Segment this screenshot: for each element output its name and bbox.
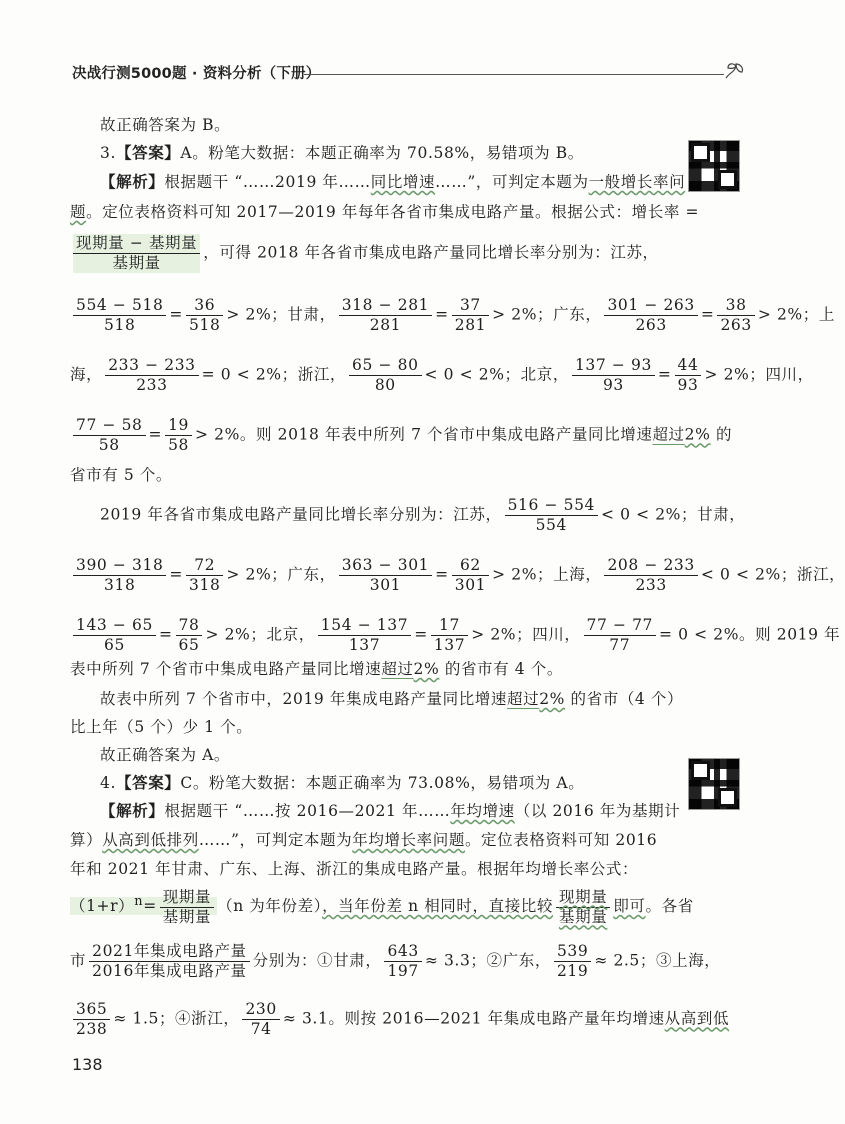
text: 年和 2021 年甘肃、广东、上海、浙江的集成电路产量。根据年均增长率公式： (70, 860, 639, 878)
denominator: 65 (178, 636, 200, 654)
text: （n 为年份差） (217, 897, 323, 916)
fraction (89, 942, 250, 981)
q4-formula-line (70, 884, 694, 927)
numerator: 554 − 518 (73, 296, 166, 316)
denominator: 281 (454, 316, 487, 334)
text: 的 (710, 425, 733, 444)
q3-count-2019-line (70, 658, 662, 680)
text: 算） (70, 831, 103, 849)
text: = 0 < 2%；浙江， (201, 365, 347, 384)
text: > 2%；上 (757, 305, 835, 324)
q3-count-2018-line (70, 464, 662, 486)
numerator: 现期量 − 基期量 (73, 234, 200, 254)
numerator: 390 − 318 (73, 556, 166, 576)
numerator: 208 − 233 (604, 556, 697, 576)
answer-b-line (100, 114, 662, 136)
q3-comparison-line-2 (70, 716, 662, 738)
fraction (431, 616, 468, 655)
text: 故表中所列 7 个省市中，2019 年集成电路产量同比增速 (100, 690, 507, 708)
book-title: 决战行测5000题 · 资料分析（下册） (72, 66, 321, 82)
fraction (384, 942, 421, 981)
question-number: 4. (100, 774, 116, 792)
text: = 0 < 2%。则 2019 年 (659, 625, 841, 644)
fraction (165, 416, 192, 455)
text: < 0 < 2%；甘肃， (601, 505, 746, 524)
text: > 2%；四川， (704, 365, 814, 384)
keyword: 同比增速 (370, 173, 436, 191)
numerator: 363 − 301 (339, 556, 432, 576)
fraction (717, 296, 754, 335)
denominator: 197 (387, 962, 419, 980)
numerator: 17 (431, 616, 468, 636)
denominator: 80 (374, 376, 396, 394)
analysis-tag: 【解析】 (100, 173, 165, 191)
denominator: 2016年集成电路产量 (92, 962, 247, 980)
numerator: 19 (165, 416, 192, 436)
q3-rates-2019-line-1: $\frac{390 - 318}{318}$ = $\frac{72}{318}$ > 2%；广东， $\frac{363 - 301}{301}$ = $\frac{62}{301}$ > 2%；上海， $\frac{208 - 233}{233}$ < 0 < 2%；浙江， (70, 556, 670, 595)
fraction (318, 616, 411, 655)
q3-rates-2018-line-2: 海， $\frac{233 - 233}{233}$ = 0 < 2%；浙江， $\frac{65 - 80}{80}$ < 0 < 2%；北京， $\frac{137 - 93}{93}$ = $\frac{44}{93}$ > 2%；四川， (70, 356, 814, 394)
keyword: 从高到低排列 (102, 831, 199, 849)
denominator: 基期量 (559, 907, 608, 926)
denominator: 93 (602, 376, 624, 394)
denominator: 518 (189, 316, 221, 334)
numerator: 现期量 (556, 888, 610, 908)
fraction (604, 556, 697, 595)
text: > 2%。则 2018 年表中所列 7 个省市中集成电路产量同比增速 (195, 425, 653, 444)
text: > 2%；广东， (492, 305, 602, 324)
fraction (105, 356, 198, 395)
fraction (73, 416, 146, 455)
keyword: 2% (539, 690, 565, 708)
q3-comparison-line-1 (100, 688, 684, 710)
numerator: 154 − 137 (318, 616, 411, 636)
denominator: 58 (98, 436, 120, 454)
text: > 2%；上海， (492, 565, 602, 584)
text: 的省市（4 个） (565, 690, 684, 708)
denominator: 318 (104, 576, 136, 594)
q3-answer-line (100, 142, 662, 164)
numerator: 137 − 93 (572, 356, 655, 376)
text: （1+r） (70, 897, 135, 916)
keyword: 即可 (613, 897, 646, 916)
text: ≈ 3.1。则按 2016—2021 年集成电路产量年均增速 (282, 1009, 665, 1028)
text: 故正确答案为 A。 (100, 746, 231, 764)
q3-formula-line (70, 234, 670, 273)
keyword: 题 (70, 203, 87, 221)
fraction (186, 296, 223, 335)
fraction (505, 496, 598, 535)
text: 。定位表格资料可知 2016 (464, 831, 658, 849)
fraction (186, 556, 223, 595)
denominator: 554 (535, 516, 567, 534)
keyword: ，当年份差 n 相同时，直接比较 (322, 897, 554, 916)
q4-analysis-line-1 (100, 800, 685, 822)
text: = (143, 897, 157, 916)
fraction (556, 888, 610, 927)
numerator: 现期量 (160, 888, 214, 908)
numerator: 301 − 263 (604, 296, 697, 316)
keyword: 超过 (652, 425, 685, 444)
text: （以 2016 年为基期计 (514, 802, 681, 820)
sprout-leaf-icon (722, 58, 746, 82)
denominator: 77 (609, 636, 631, 654)
numerator: 233 − 233 (105, 356, 198, 376)
text: 根据题干 “……2019 年…… (164, 173, 371, 191)
denominator: 137 (433, 636, 466, 654)
numerator: 77 − 58 (73, 416, 146, 436)
text: > 2%；四川， (471, 625, 581, 644)
question-number: 3. (100, 144, 116, 162)
text: 市 (70, 951, 87, 970)
denominator: 93 (677, 376, 699, 394)
text: 分别为：①甘肃， (252, 951, 382, 970)
text: A。粉笔大数据：本题正确率为 70.58%，易错项为 B。 (180, 144, 584, 162)
denominator: 233 (136, 376, 168, 394)
fraction (242, 1000, 279, 1039)
fraction (339, 556, 432, 595)
fraction (339, 296, 432, 335)
keyword: 2% (413, 660, 440, 678)
q4-ratios-line-1 (70, 942, 721, 981)
fraction (73, 616, 156, 655)
running-header (72, 62, 772, 92)
numerator: 516 − 554 (505, 496, 598, 516)
text: 。各省 (645, 897, 694, 916)
fraction (675, 356, 702, 395)
fraction (572, 356, 655, 395)
text: 故正确答案为 B。 (100, 116, 231, 134)
denominator: 74 (250, 1020, 272, 1038)
text: ，可得 2018 年各省市集成电路产量同比增长率分别为：江苏， (203, 243, 659, 262)
text: < 0 < 2%；北京， (424, 365, 569, 384)
numerator: 539 (554, 942, 591, 962)
fraction (160, 888, 214, 927)
numerator: 44 (675, 356, 702, 376)
denominator: 58 (168, 436, 190, 454)
cagr-formula (70, 887, 217, 926)
q3-analysis-line-1 (100, 171, 685, 193)
keyword: 超过 (381, 660, 414, 678)
denominator: 233 (635, 576, 667, 594)
numerator: 36 (186, 296, 223, 316)
text: 比上年（5 个）少 1 个。 (70, 718, 253, 736)
q3-rates-2018-line-1: $\frac{554 - 518}{518}$ = $\frac{36}{518}$ > 2%；甘肃， $\frac{318 - 281}{281}$ = $\frac{37}{281}$ > 2%；广东， $\frac{301 - 263}{263}$ = $\frac{38}{263}$ > 2%；上 (70, 296, 670, 335)
keyword: 2% (684, 425, 711, 444)
keyword: 年均增长率问题 (352, 831, 465, 849)
fraction (73, 556, 166, 595)
denominator: 238 (76, 1020, 108, 1038)
numerator: 643 (384, 942, 421, 962)
denominator: 65 (104, 636, 125, 654)
fraction (176, 616, 203, 655)
denominator: 263 (635, 316, 667, 334)
numerator: 38 (717, 296, 754, 316)
numerator: 62 (452, 556, 489, 576)
numerator: 77 − 77 (584, 616, 657, 636)
text: > 2%；广东， (226, 565, 336, 584)
fraction (554, 942, 591, 981)
numerator: 143 − 65 (73, 616, 156, 636)
q3-rates-2019-line-2: $\frac{143 - 65}{65}$ = $\frac{78}{65}$ > 2%；北京， $\frac{154 - 137}{137}$ = $\frac{17}{137}$ > 2%；四川， $\frac{77 - 77}{77}$ = 0 < 2%。则 2019 年 (70, 616, 670, 655)
keyword: 从高到低 (664, 1009, 730, 1028)
denominator: 518 (104, 316, 136, 334)
qr-code-q3[interactable] (688, 140, 740, 192)
q4-answer-line (100, 772, 662, 794)
text: 表中所列 7 个省市中集成电路产量同比增速 (70, 660, 382, 678)
denominator: 基期量 (162, 907, 212, 926)
keyword: 年均增速 (450, 802, 515, 820)
text: 。定位表格资料可知 2017—2019 年每年各省市集成电路产量。根据公式：增长率 = (86, 203, 700, 221)
text: ……”，可判定本题为 (198, 831, 353, 849)
numerator: 72 (186, 556, 223, 576)
fraction (584, 616, 657, 655)
q3-rates-2018-line-3: $\frac{77 - 58}{58}$ = $\frac{19}{58}$ > 2%。则 2018 年表中所列 7 个省市中集成电路产量同比增速超过2% 的 (70, 416, 670, 455)
q4-analysis-line-2 (70, 829, 670, 851)
numerator: 78 (176, 616, 203, 636)
denominator: 281 (369, 316, 402, 334)
keyword: 超过 (507, 690, 540, 708)
answer-a-line (100, 744, 662, 766)
q4-ratios-line-2 (70, 1000, 730, 1039)
denominator: 基期量 (112, 254, 161, 272)
numerator: 230 (242, 1000, 279, 1020)
fraction (349, 356, 422, 395)
fraction (452, 296, 489, 335)
text: C。粉笔大数据：本题正确率为 73.08%，易错项为 A。 (180, 774, 585, 792)
numerator: 65 − 80 (349, 356, 422, 376)
answer-tag: 【答案】 (116, 144, 181, 162)
numerator: 365 (73, 1000, 110, 1020)
text: > 2%；北京， (205, 625, 315, 644)
q3-analysis-line-2 (70, 201, 700, 223)
numerator: 37 (452, 296, 489, 316)
fraction (604, 296, 697, 335)
numerator: 2021年集成电路产量 (89, 942, 250, 962)
text: > 2%；甘肃， (226, 305, 336, 324)
text: ≈ 3.3；②广东， (424, 951, 551, 970)
fraction (452, 556, 489, 595)
text: 2019 年各省市集成电路产量同比增长率分别为：江苏， (100, 505, 502, 524)
answer-tag: 【答案】 (116, 774, 181, 792)
text: < 0 < 2%；浙江， (700, 565, 845, 584)
text: ……”，可判定本题为 (435, 173, 589, 191)
numerator: 318 − 281 (339, 296, 432, 316)
qr-code-q4[interactable] (688, 758, 740, 810)
denominator: 219 (556, 962, 589, 980)
text: 的省市有 4 个。 (439, 660, 563, 678)
text: ≈ 2.5；③上海， (594, 951, 721, 970)
page-number: 138 (72, 1055, 103, 1074)
exponent: n (134, 894, 144, 909)
denominator: 301 (369, 576, 402, 594)
fraction (73, 1000, 110, 1039)
denominator: 137 (348, 636, 381, 654)
text: 根据题干 “……按 2016—2021 年…… (164, 802, 451, 820)
denominator: 301 (454, 576, 487, 594)
q4-analysis-line-3 (70, 858, 670, 880)
growth-rate-formula (73, 234, 200, 273)
keyword: 一般增长率问 (588, 173, 686, 191)
denominator: 263 (720, 316, 752, 334)
denominator: 318 (189, 576, 221, 594)
analysis-tag: 【解析】 (100, 802, 165, 820)
header-rule (304, 74, 724, 75)
text: ≈ 1.5；④浙江， (113, 1009, 240, 1028)
fraction (73, 296, 166, 335)
text: 省市有 5 个。 (70, 466, 173, 484)
q3-rates-2019-intro-line (100, 496, 746, 535)
text: 海， (70, 365, 103, 384)
